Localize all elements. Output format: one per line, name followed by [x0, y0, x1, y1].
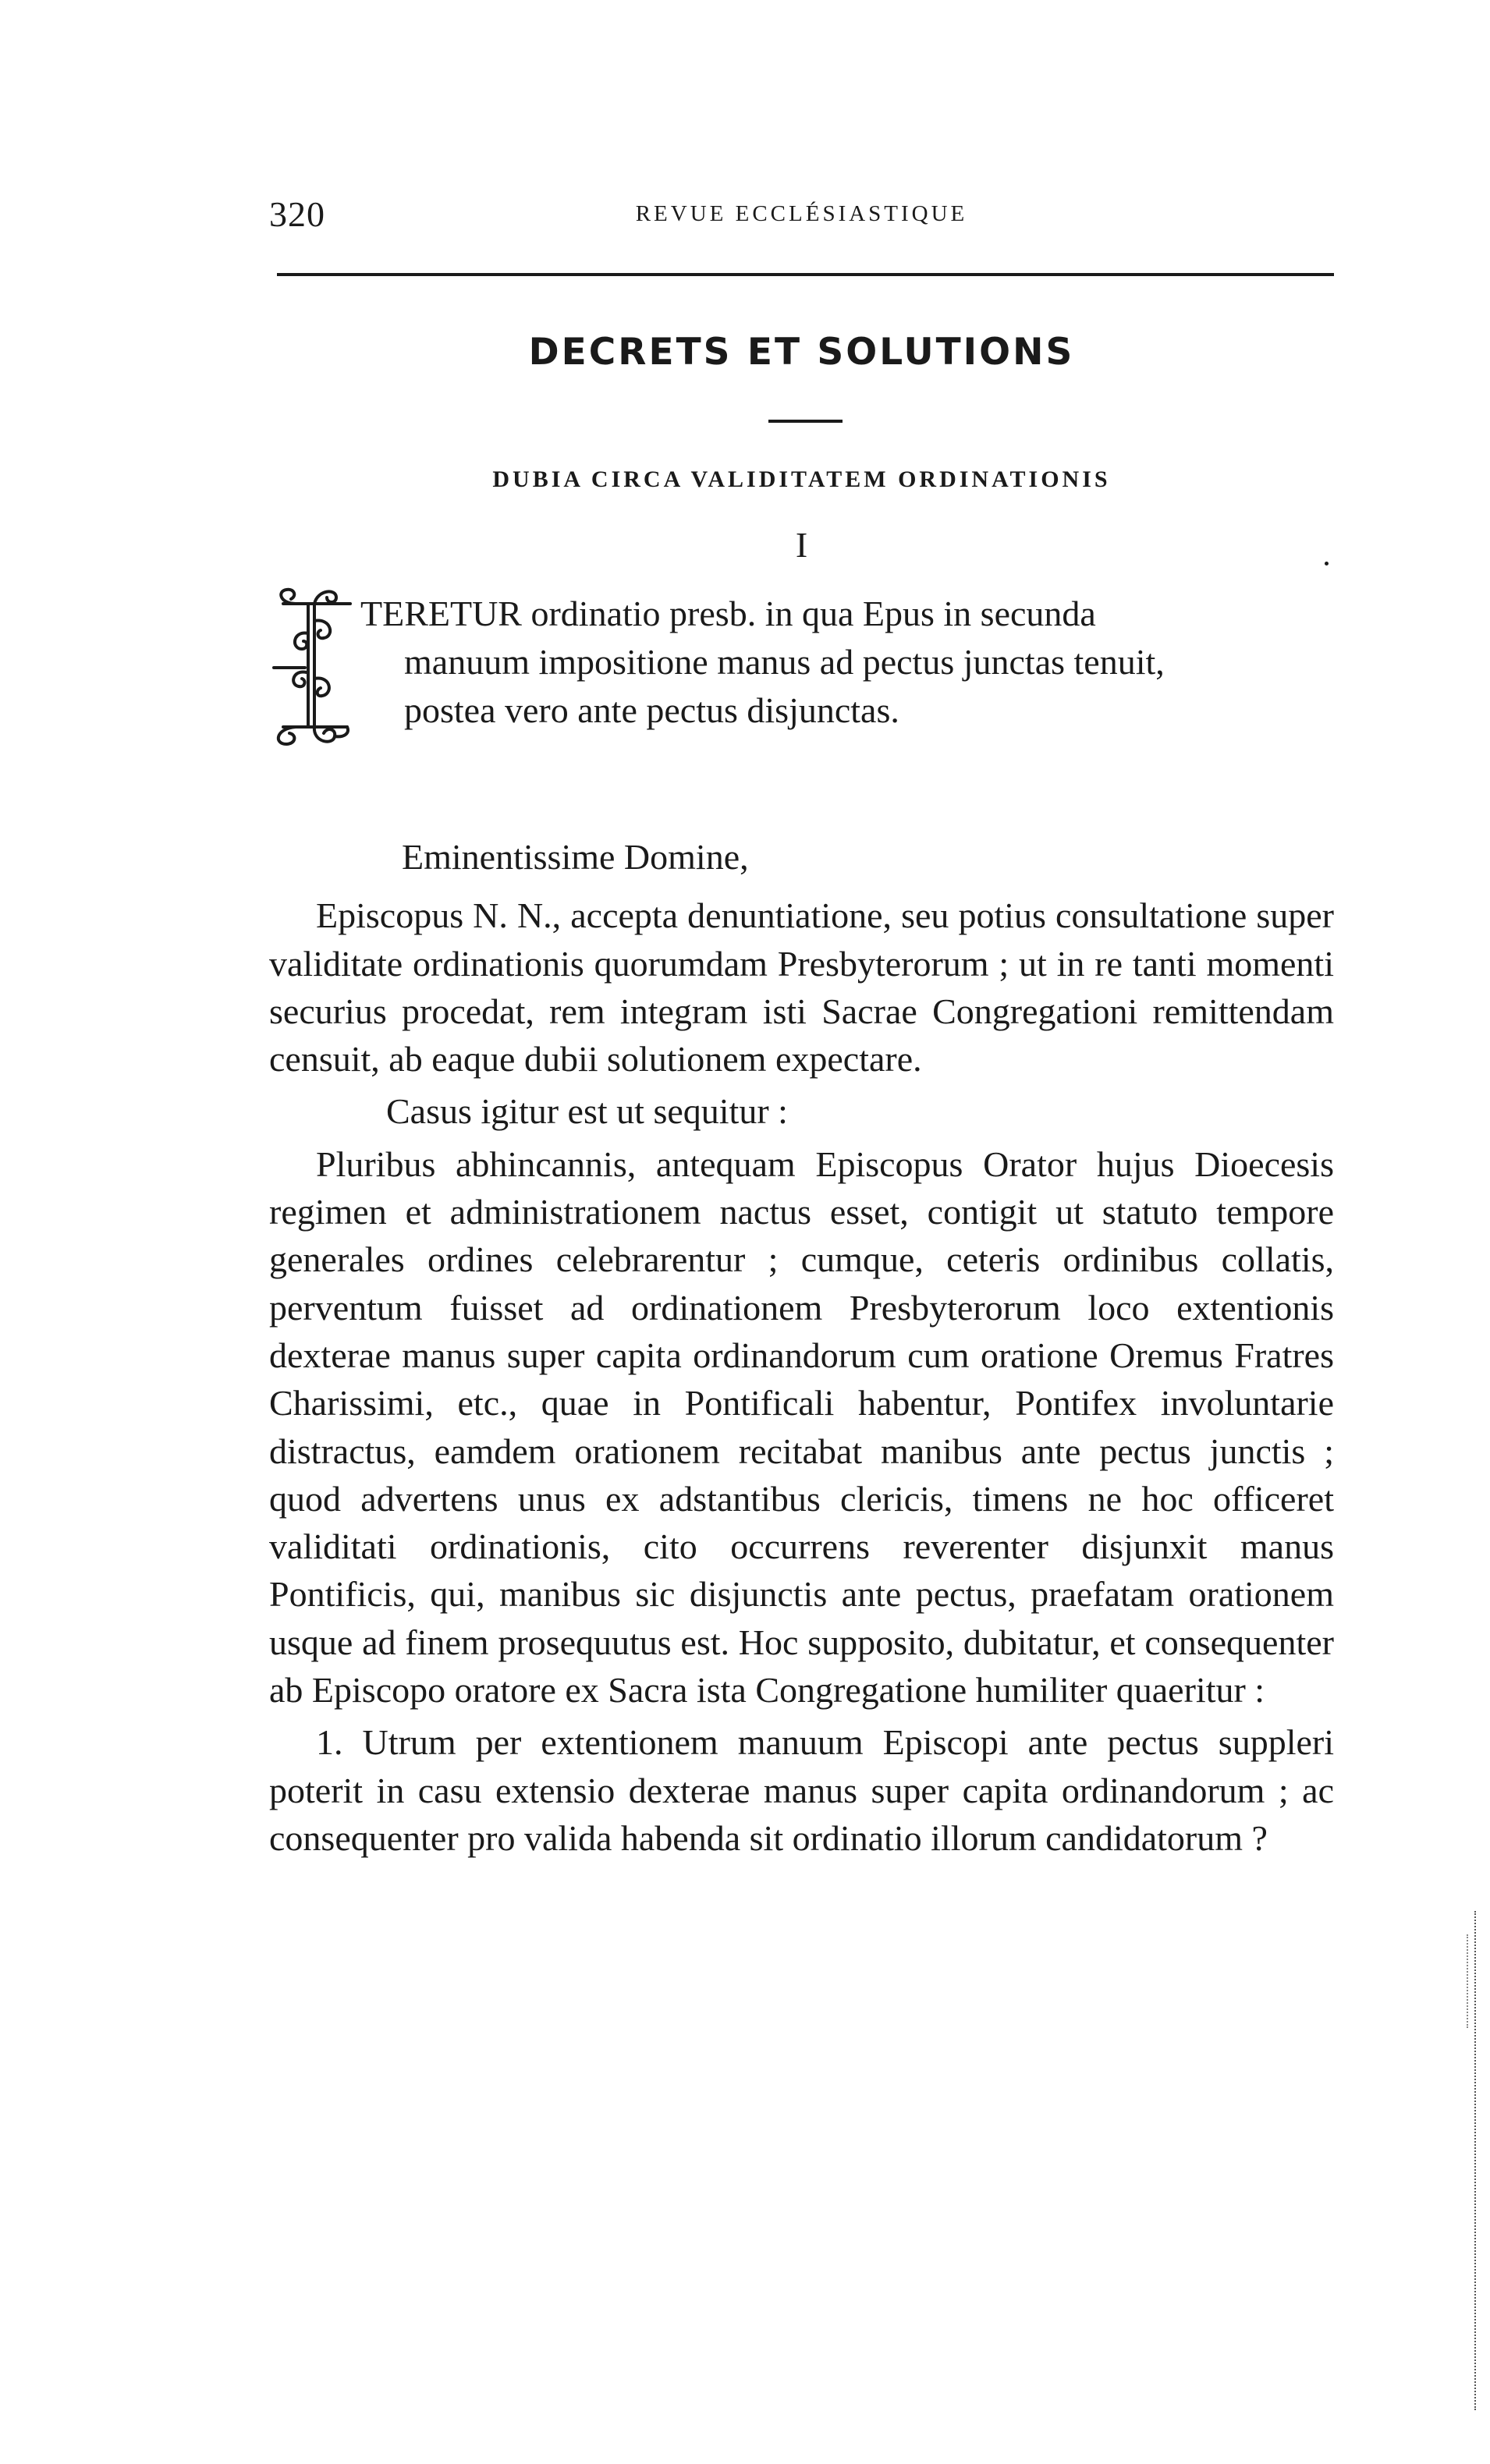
- print-speck: [1325, 562, 1329, 565]
- page-edge-shadow-inner: [1467, 1934, 1468, 2028]
- ornamental-dropcap: [269, 587, 355, 746]
- paragraph-casus: Pluribus abhincannis, antequam Episcopus Orator hujus Dioecesis regimen et administrationem nactus esset, contigit ut statuto tempore generales ordines celebrarentur ; cumque, ceteris ordinibus collatis, perventum fuisset ad ordinationem Presbyterorum loco extentionis dexterae manus super capita ordinandorum cum oratione Oremus Fratres Charissimi, etc., quae in Pontificali habentur, Pontifex involuntarie distractus, eamdem orationem recitabat manibus ante pectus junctis ; quod advertens unus ex adstantibus clericis, timens ne hoc officeret validitati ordinationis, cito occurrens reverenter disjunxit manus Pontificis, qui, manibus sic disjunctis ante pectus, praefatam orationem usque ad finem prosequutus est. Hoc supposito, dubitatur, et consequenter ab Episcopo oratore ex Sacra ista Congregatione humiliter quaeritur :: [269, 1143, 1334, 1711]
- title-divider: [768, 420, 843, 423]
- running-head: REVUE ECCLÉSIASTIQUE: [635, 201, 968, 226]
- header-rule: [277, 273, 1334, 276]
- page-edge-shadow: [1474, 1911, 1476, 2410]
- question-line-3: postea vero ante pectus disjunctas.: [404, 690, 899, 730]
- paragraph-question-1: 1. Utrum per extentionem manuum Episcopi ante pectus suppleri poterit in casu extensio dexterae manus super capita ordinandorum ; ac consequenter pro valida habenda sit ordinatio illorum candidatorum ?: [269, 1722, 1334, 1858]
- question-line-1: TERETUR ordinatio presb. in qua Epus in secunda: [360, 594, 1096, 633]
- section-subtitle: DUBIA CIRCA VALIDITATEM ORDINATIONIS: [492, 466, 1111, 492]
- dropcap-ornament-icon: [269, 587, 355, 746]
- decree-body: [269, 833, 1334, 1862]
- page-header: [269, 193, 1334, 248]
- question-line-2: manuum impositione manus ad pectus junctas tenuit,: [404, 642, 1165, 682]
- paragraph-episcopus: Episcopus N. N., accepta denuntiatione, seu potius consultatione super validitate ordinationis quorumdam Presbyterorum ; ut in re tanti momenti securius procedat, rem integram isti Sacrae Congregationi remittendam censuit, ab eaque dubii solutionem expectare.: [269, 895, 1334, 1080]
- page-number: 320: [269, 194, 325, 234]
- section-title: DECRETS ET SOLUTIONS: [528, 331, 1075, 374]
- roman-numeral: I: [795, 525, 808, 565]
- casus-line: Casus igitur est ut sequitur :: [386, 1091, 788, 1132]
- greeting-line: Eminentissime Domine,: [402, 837, 749, 877]
